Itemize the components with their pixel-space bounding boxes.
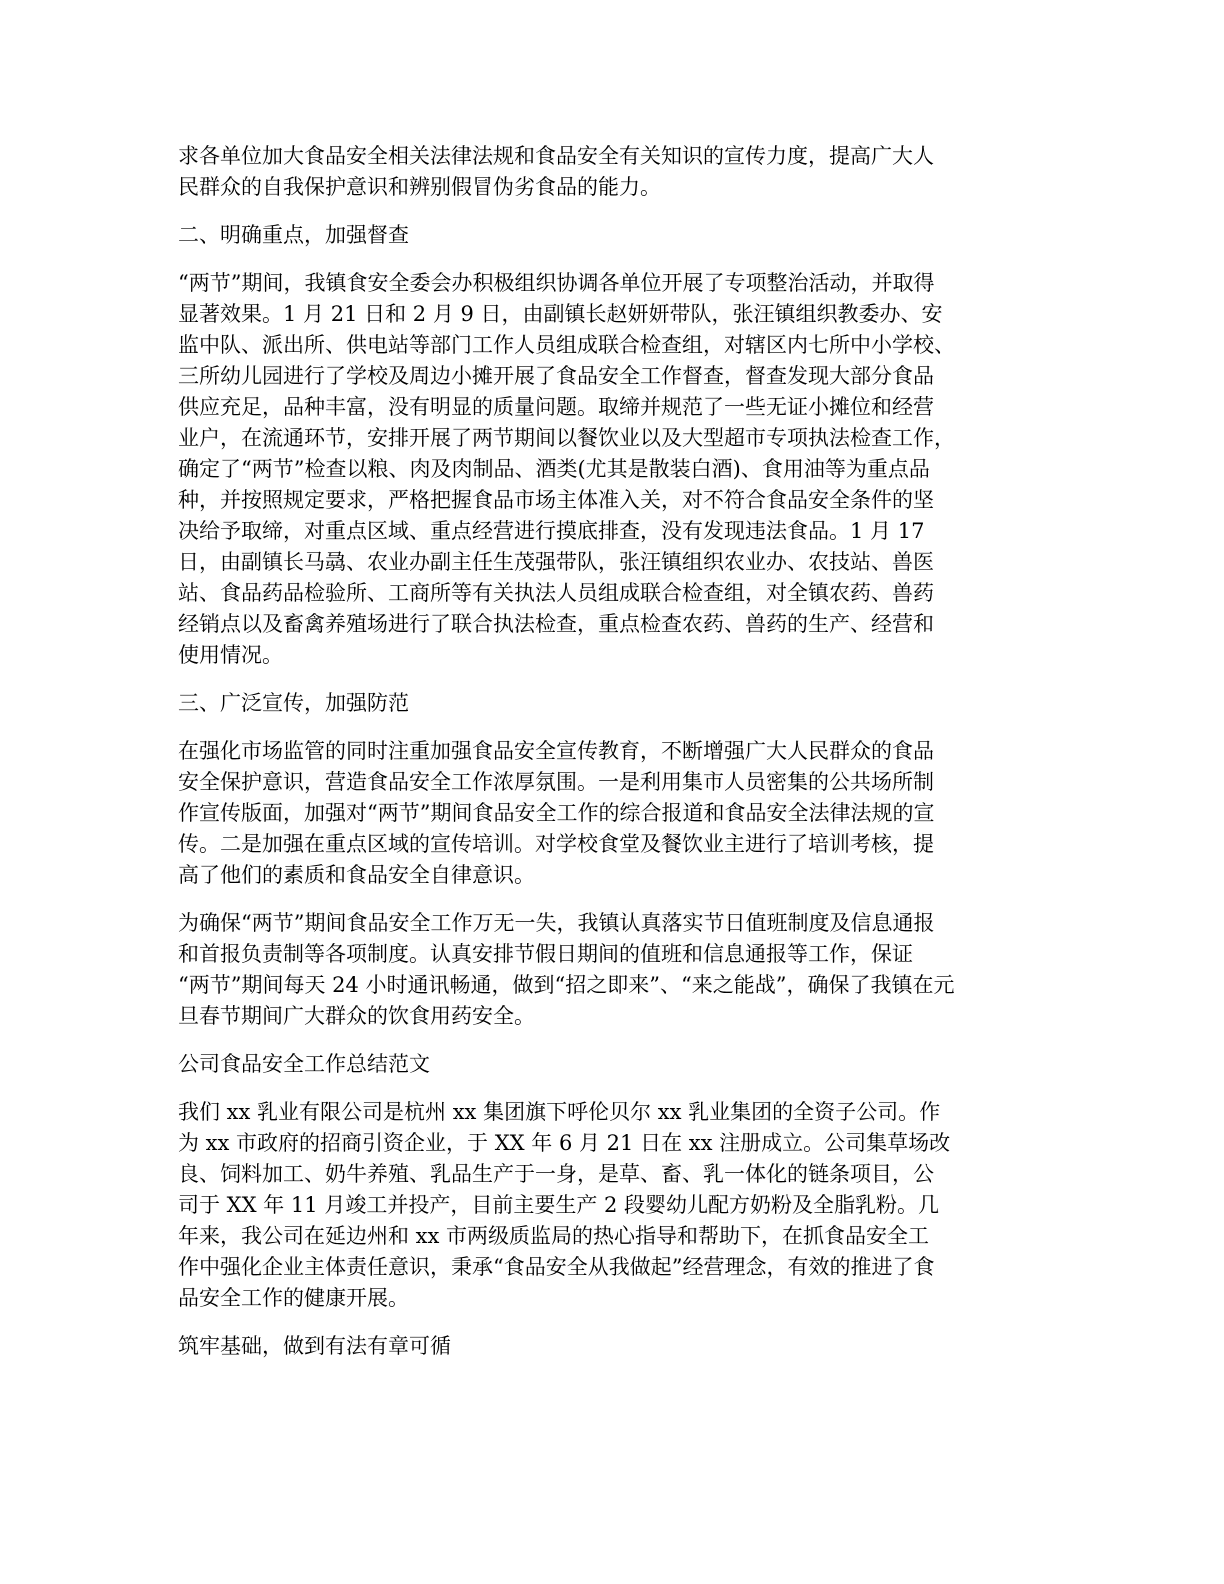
paragraph-inspection-details: “两节”期间，我镇食安全委会办积极组织协调各单位开展了专项整治活动，并取得 显著效果。1 月 21 日和 2 月 9 日，由副镇长赵妍妍带队，张汪镇组织教委办、安 监中队、派出所、供电站等部门工作人员组成联合检查组，对辖区内七所中小学校、 三所幼儿园进行了学校及周边小摊开展了食品安全工作督查，督查发现大部分食品 供应充足，品种丰富，没有明显的质量问题。取缔并规范了一些无证小摊位和经营 业户，在流通环节，安排开展了两节期间以餐饮业以及大型超市专项执法检查工作， 确定了“两节”检查以粮、肉及肉制品、酒类(尤其是散装白酒)、食用油等为重点品 种，并按照规定要求，严格把握食品市场主体准入关，对不符合食品安全条件的坚 决给予取缔，对重点区域、重点经营进行摸底排查，没有发现违法食品。1 月 17 日，由副镇长马骉、农业办副主任生茂强带队，张汪镇组织农业办、农技站、兽医 站、食品药品检验所、工商所等有关执法人员组成联合检查组，对全镇农药、兽药 经销点以及畜禽养殖场进行了联合执法检查，重点检查农药、兽药的生产、经营和 使用情况。 [178,271,955,667]
document-body [178,141,1058,1379]
section-heading-foundation: 筑牢基础，做到有法有章可循 [178,1334,451,1358]
paragraph-company-intro: 我们 xx 乳业有限公司是杭州 xx 集团旗下呼伦贝尔 xx 乳业集团的全资子公司。作 为 xx 市政府的招商引资企业，于 XX 年 6 月 21 日在 xx 注册成立。公司集草场改 良、饲料加工、奶牛养殖、乳品生产于一身，是草、畜、乳一体化的链条项目，公 司于 XX 年 11 月竣工并投产，目前主要生产 2 段婴幼儿配方奶粉及全脂乳粉。几 年来，我公司在延边州和 xx 市两级质监局的热心指导和帮助下，在抓食品安全工 作中强化企业主体责任意识，秉承“食品安全从我做起”经营理念，有效的推进了食 品安全工作的健康开展。 [178,1100,951,1310]
section-heading-publicity: 三、广泛宣传，加强防范 [178,691,409,715]
paragraph-duty-system: 为确保“两节”期间食品安全工作万无一失，我镇认真落实节日值班制度及信息通报 和首报负责制等各项制度。认真安排节假日期间的值班和信息通报等工作，保证 “两节”期间每天 24 小时通讯畅通，做到“招之即来”、“来之能战”，确保了我镇在元 旦春节期间广大群众的饮食用药安全。 [178,911,955,1028]
section-heading-company-summary: 公司食品安全工作总结范文 [178,1052,430,1076]
section-heading-inspection: 二、明确重点，加强督查 [178,223,409,247]
paragraph-publicity-details: 在强化市场监管的同时注重加强食品安全宣传教育，不断增强广大人民群众的食品 安全保护意识，营造食品安全工作浓厚氛围。一是利用集市人员密集的公共场所制 作宣传版面，加强对“两节”期间食品安全工作的综合报道和食品安全法律法规的宣 传。二是加强在重点区域的宣传培训。对学校食堂及餐饮业主进行了培训考核，提 高了他们的素质和食品安全自律意识。 [178,739,935,887]
paragraph-publicity-intro: 求各单位加大食品安全相关法律法规和食品安全有关知识的宣传力度，提高广大人 民群众的自我保护意识和辨别假冒伪劣食品的能力。 [178,144,934,199]
